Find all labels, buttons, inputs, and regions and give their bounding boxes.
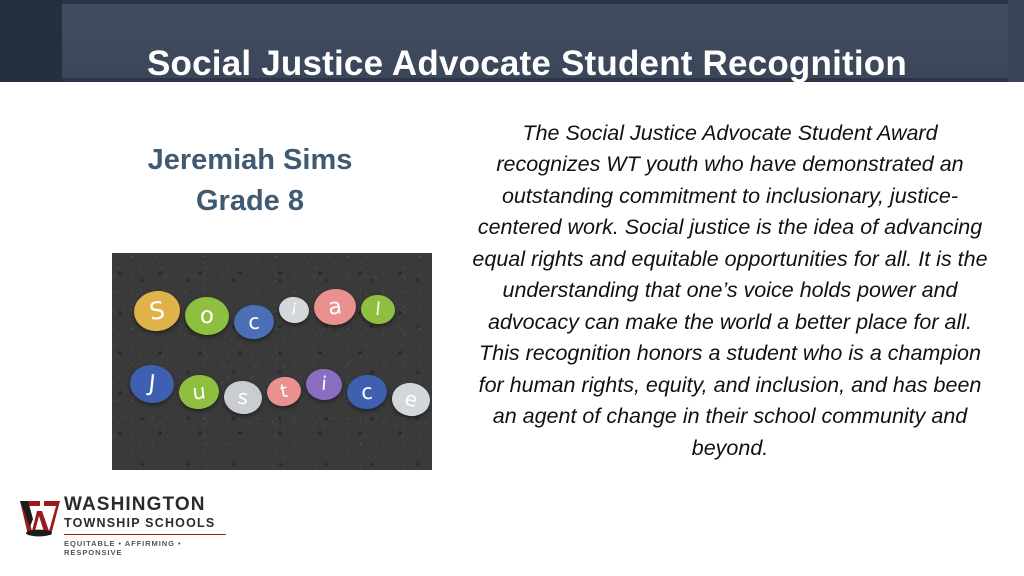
header-band <box>0 0 1024 82</box>
header-band-right-edge <box>1008 0 1024 82</box>
stone-letter-s-1-1: S <box>131 288 182 334</box>
right-edge-panel <box>1002 82 1024 576</box>
student-name <box>40 140 460 222</box>
stone-letter-t-2-4: t <box>265 374 304 409</box>
logo-divider <box>64 534 226 535</box>
stone-letter-j-2-1: J <box>128 363 176 405</box>
student-grade-text: Grade 8 <box>196 185 304 218</box>
header-band-left-edge <box>0 0 62 82</box>
stone-letter-e-2-7: e <box>390 380 432 418</box>
stone-letter-i-2-5: i <box>305 367 344 401</box>
award-description: The Social Justice Advocate Student Award recognizes WT youth who have demonstrated an outstanding commitment to inclusionary, justice-centered work. Social justice is the idea of advancing equal rights and equitable opportunities for all. It is the understanding that one’s voice holds power and advocacy can make the world a better place for all. This recognition honors a student who is a champion for human rights, equity, and inclusion, and has been an agent of change in their school community and beyond. <box>472 121 988 460</box>
stones-layer <box>112 253 432 470</box>
student-name-text: Jeremiah Sims <box>147 144 353 176</box>
stone-letter-i-1-4: i <box>277 295 311 326</box>
page-title: Social Justice Advocate Student Recognition <box>147 44 907 84</box>
social-justice-stones-photo <box>112 253 432 470</box>
logo-line-2: TOWNSHIP SCHOOLS <box>64 516 216 530</box>
stone-letter-u-2-2: u <box>177 373 220 411</box>
logo-text-block <box>64 495 228 557</box>
washington-township-schools-logo <box>18 495 228 557</box>
stone-letter-a-1-5: a <box>312 287 358 327</box>
logo-line-1: WASHINGTON <box>64 494 206 515</box>
stone-letter-c-1-3: c <box>233 304 275 341</box>
award-recipient-block <box>40 140 460 413</box>
logo-tagline: EQUITABLE • AFFIRMING • RESPONSIVE <box>64 538 182 557</box>
stone-letter-o-1-2: o <box>184 296 231 337</box>
stone-letter-s-2-3: s <box>222 379 264 417</box>
logo-mark-icon <box>18 497 62 537</box>
stone-letter-l-1-6: l <box>360 293 397 326</box>
stone-letter-c-2-6: c <box>346 373 389 411</box>
